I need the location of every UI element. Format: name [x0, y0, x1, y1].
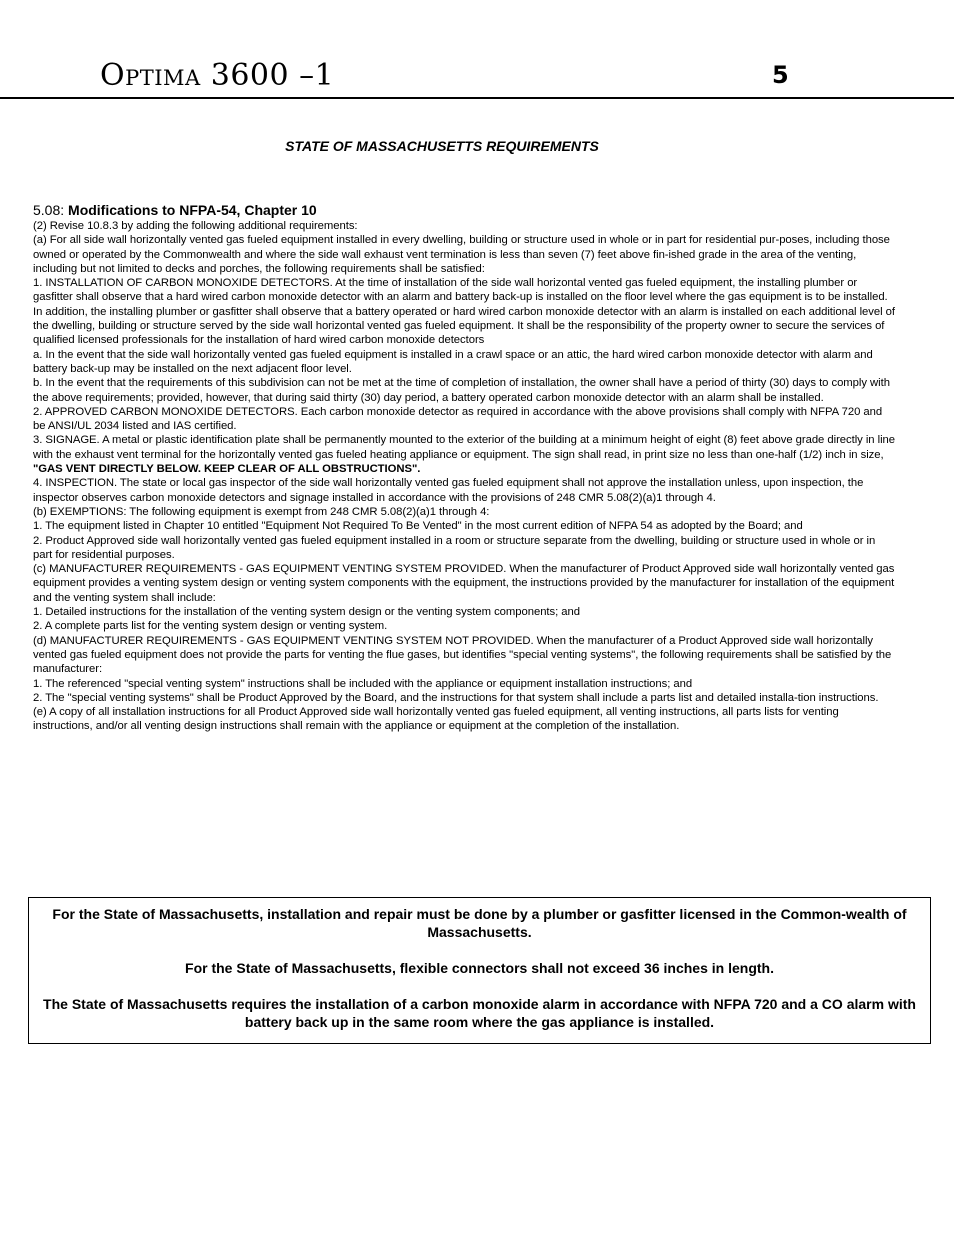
massachusetts-notice-box	[28, 897, 931, 1044]
header-divider	[0, 97, 954, 99]
page-number: 5	[772, 61, 789, 89]
paragraph-c-1: 1. Detailed instructions for the installation of the venting system design or the venting system components; and	[33, 606, 580, 619]
paragraph-a: (a) For all side wall horizontally vented gas fueled equipment installed in every dwelling, building or structure used in whole or in part for residential pur-poses, including those owned or operated by the Commonwealth and where the side wall exhaust vent termination is less than seven (7) feet above fin-ished grade in the area of the venting, including but not limited to decks and porches, the following requirements shall be satisfied:	[33, 234, 890, 275]
notice-co-alarm: The State of Massachusetts requires the installation of a carbon monoxide alarm in accordance with NFPA 720 and a CO alarm with battery back up in the same room where the gas appliance is installed.	[43, 996, 916, 1030]
paragraph-d-1: 1. The referenced "special venting system" instructions shall be included with the appliance or equipment installation instructions; and	[33, 677, 693, 690]
paragraph-exemptions: (b) EXEMPTIONS: The following equipment is exempt from 248 CMR 5.08(2)(a)1 through 4:	[33, 505, 490, 518]
paragraph-signage	[33, 433, 895, 476]
paragraph-inspection: 4. INSPECTION. The state or local gas inspector of the side wall horizontally vented gas fueled equipment shall not approve the installation unless, upon inspection, the inspector observes carbon monoxide detectors and signage installed in accordance with the provisions of 248 CMR 5.08(2)(a)1 through 4.	[33, 477, 864, 504]
paragraph-thirty-days: b. In the event that the requirements of this subdivision can not be met at the time of completion of installation, the owner shall have a period of thirty (30) days to comply with the above requirements; provided, however, that during said thirty (30) day period, a battery operated carbon monoxide detector with an alarm shall be installed.	[33, 377, 890, 404]
paragraph-e: (e) A copy of all installation instructions for all Product Approved side wall horizontally vented gas fueled equipment, all venting instructions, all parts lists for venting instructions, and/or all venting design instructions shall remain with the appliance or equipment at the completion of the installation.	[33, 706, 839, 733]
section-heading	[33, 201, 895, 219]
paragraph-revise: (2) Revise 10.8.3 by adding the following additional requirements:	[33, 220, 358, 232]
paragraph-c-2: 2. A complete parts list for the venting system design or venting system.	[33, 620, 388, 633]
signage-text: 3. SIGNAGE. A metal or plastic identification plate shall be permanently mounted to the exterior of the building at a minimum height of eight (8) feet above grade directly in line with the exhaust vent terminal for the horizontally vented gas fueled heating appliance or equipment. The sign shall read, in print size no less than one-half (1/2) inch in size,	[33, 434, 896, 461]
paragraph-c: (c) MANUFACTURER REQUIREMENTS - GAS EQUIPMENT VENTING SYSTEM PROVIDED. When the manufacturer of Product Approved side wall horizontally vented gas equipment provides a venting system design or venting system components with the equipment, the instructions provided by the manufacturer for installation of the equipment and the venting system shall include:	[33, 563, 895, 604]
requirements-body	[33, 201, 895, 734]
section-title: STATE OF MASSACHUSETTS REQUIREMENTS	[285, 138, 599, 154]
section-number: 5.08:	[33, 202, 69, 218]
signage-sign-text: "GAS VENT DIRECTLY BELOW. KEEP CLEAR OF ALL OBSTRUCTIONS".	[33, 463, 421, 476]
paragraph-approved-detectors: 2. APPROVED CARBON MONOXIDE DETECTORS. Each carbon monoxide detector as required in accordance with the above provisions shall comply with NFPA 720 and be ANSI/UL 2034 listed and IAS certified.	[33, 405, 883, 433]
paragraph-exemption-1: 1. The equipment listed in Chapter 10 entitled "Equipment Not Required To Be Vented" in the most current edition of NFPA 54 as adopted by the Board; and	[33, 520, 803, 533]
paragraph-exemption-2: 2. Product Approved side wall horizontally vented gas fueled equipment installed in a room or structure separate from the dwelling, building or structure used in whole or in part for residential purposes.	[33, 534, 876, 561]
page-header	[0, 0, 954, 100]
notice-licensed-plumber: For the State of Massachusetts, installation and repair must be done by a plumber or gasfitter licensed in the Common-wealth of Massachusetts.	[52, 906, 907, 940]
document-title: Optima 3600 –1	[100, 58, 335, 93]
paragraph-crawl-space: a. In the event that the side wall horizontally vented gas fueled equipment is installed in a crawl space or an attic, the hard wired carbon monoxide detector with alarm and battery back-up may be installed on the next adjacent floor level.	[33, 348, 873, 375]
section-heading-text: Modifications to NFPA-54, Chapter 10	[68, 202, 317, 218]
notice-flexible-connectors: For the State of Massachusetts, flexible connectors shall not exceed 36 inches in length.	[185, 960, 774, 976]
paragraph-d-2: 2. The "special venting systems" shall be Product Approved by the Board, and the instructions for that system shall include a parts list and detailed installa-tion instructions.	[33, 691, 879, 704]
paragraph-installation: 1. INSTALLATION OF CARBON MONOXIDE DETECTORS. At the time of installation of the side wall horizontal vented gas fueled equipment, the installing plumber or gasfitter shall observe that a hard wired carbon monoxide detector with an alarm and battery back-up is installed on the floor level where the gas equipment is to be installed. In addition, the installing plumber or gasfitter shall observe that a battery operated or hard wired carbon monoxide detector with an alarm is installed on each additional level of the dwelling, building or structure served by the side wall horizontal vented gas fueled equipment. It shall be the responsibility of the property owner to secure the services of qualified licensed professionals for the installation of hard wired carbon monoxide detectors	[33, 277, 895, 347]
paragraph-d: (d) MANUFACTURER REQUIREMENTS - GAS EQUIPMENT VENTING SYSTEM NOT PROVIDED. When the manufacturer of a Product Approved side wall horizontally vented gas fueled equipment does not provide the parts for venting the flue gases, but identifies "special venting systems", the following requirements shall be satisfied by the manufacturer:	[33, 634, 892, 676]
